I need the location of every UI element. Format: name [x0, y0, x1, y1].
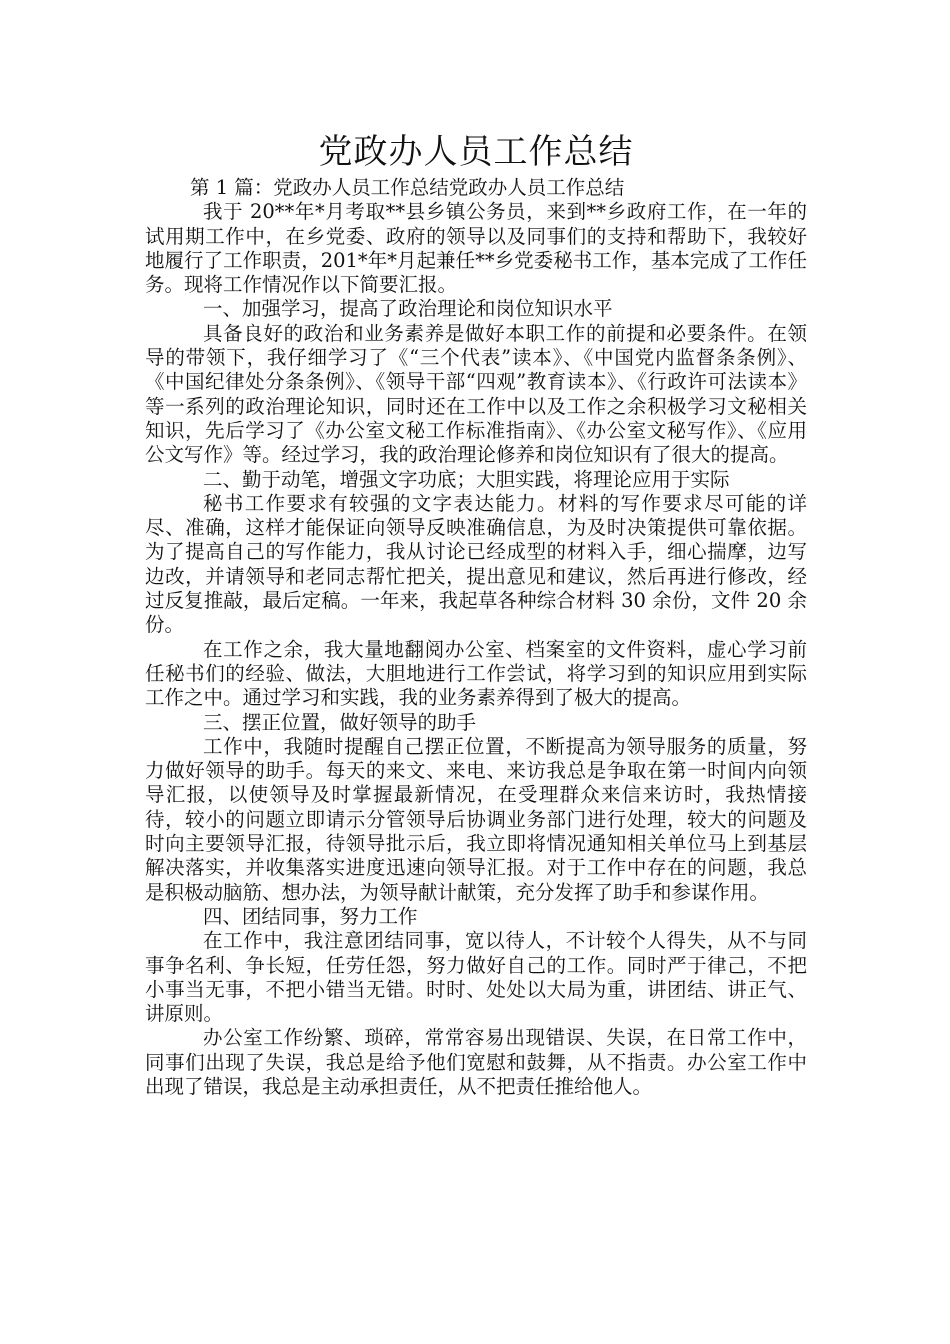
document-subtitle: 第 1 篇：党政办人员工作总结党政办人员工作总结 [190, 176, 625, 199]
document-page [145, 128, 807, 1099]
document-title: 党政办人员工作总结 [318, 132, 634, 172]
section-heading-2: 二、勤于动笔，增强文字功底；大胆实践，将理论应用于实际 [203, 467, 730, 491]
paragraph-assistant: 工作中，我随时提醒自己摆正位置，不断提高为领导服务的质量，努力做好领导的助手。每天的来文、来电、来访我总是争取在第一时间内向领导汇报，以使领导及时掌握最新情况，在受理群众来信来访时，我热情接待，较小的问题立即请示分管领导后协调业务部门进行处理，较大的问题及时向主要领导汇报，待领导批示后，我立即将情况通知相关单位马上到基层解决落实，并收集落实进度迅速向领导汇报。对于工作中存在的问题，我总是积极动脑筋、想办法，为领导献计献策，充分发挥了助手和参谋作用。 [145, 734, 807, 904]
section-heading-4: 四、团结同事，努力工作 [203, 904, 418, 928]
paragraph-responsibility: 办公室工作纷繁、琐碎，常常容易出现错误、失误，在日常工作中，同事们出现了失误，我总是给予他们宽慰和鼓舞，从不指责。办公室工作中出现了错误，我总是主动承担责任，从不把责任推给他人。 [145, 1026, 807, 1098]
paragraph-writing: 秘书工作要求有较强的文字表达能力。材料的写作要求尽可能的详尽、准确，这样才能保证向领导反映准确信息，为及时决策提供可靠依据。为了提高自己的写作能力，我从讨论已经成型的材料入手，细心揣摩，边写边改，并请领导和老同志帮忙把关，提出意见和建议，然后再进行修改，经过反复推敲，最后定稿。一年来，我起草各种综合材料 30 余份，文件 20 余份。 [145, 491, 807, 637]
section-heading-1: 一、加强学习，提高了政治理论和岗位知识水平 [203, 297, 613, 321]
paragraph-intro: 我于 20**年*月考取**县乡镇公务员，来到**乡政府工作，在一年的试用期工作中，在乡党委、政府的领导以及同事们的支持和帮助下，我较好地履行了工作职责，201*年*月起兼任**乡党委秘书工作，基本完成了工作任务。现将工作情况作以下简要汇报。 [145, 200, 807, 297]
section-heading-3: 三、摆正位置，做好领导的助手 [203, 710, 477, 734]
paragraph-study: 具备良好的政治和业务素养是做好本职工作的前提和必要条件。在领导的带领下，我仔细学习了《“三个代表”读本》、《中国党内监督条条例》、《中国纪律处分条条例》、《领导干部“四观”教育读本》、《行政许可法读本》等一系列的政治理论知识，同时还在工作中以及工作之余积极学习文秘相关知识，先后学习了《办公室文秘工作标准指南》、《办公室文秘写作》、《应用公文写作》等。经过学习，我的政治理论修养和岗位知识有了很大的提高。 [145, 321, 807, 467]
paragraph-unity: 在工作中，我注意团结同事，宽以待人，不计较个人得失，从不与同事争名利、争长短，任劳任怨，努力做好自己的工作。同时严于律己，不把小事当无事，不把小错当无错。时时、处处以大局为重，讲团结、讲正气、讲原则。 [145, 929, 807, 1026]
paragraph-practice: 在工作之余，我大量地翻阅办公室、档案室的文件资料，虚心学习前任秘书们的经验、做法，大胆地进行工作尝试，将学习到的知识应用到实际工作之中。通过学习和实践，我的业务素养得到了极大的提高。 [145, 637, 807, 710]
